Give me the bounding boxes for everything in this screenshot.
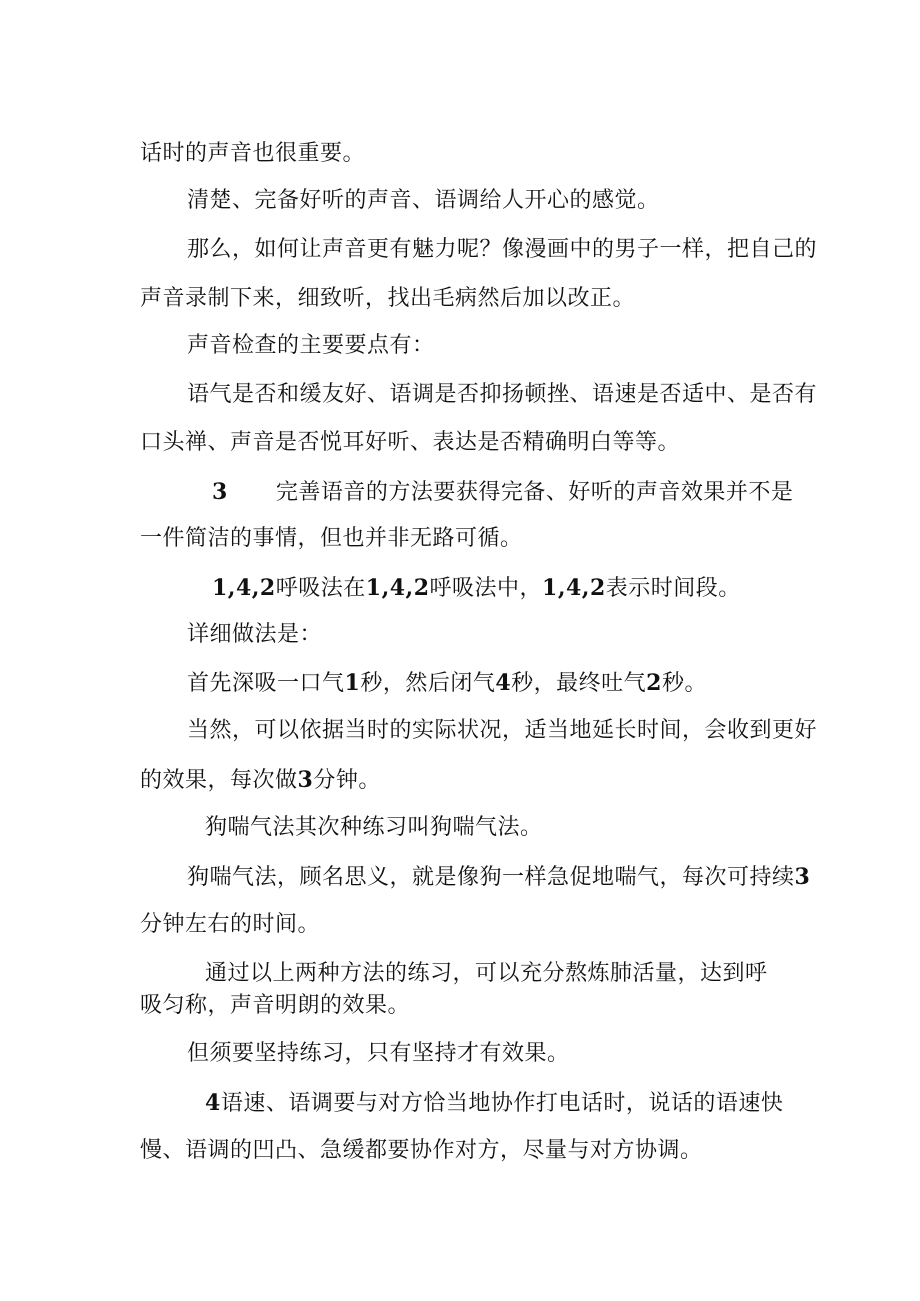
paragraph-5-line-2: 口头禅、声音是否悦耳好听、表达是否精确明白等等。 (140, 430, 681, 455)
paragraph-7: 1,4,2呼吸法在1,4,2呼吸法中，1,4,2表示时间段。 (212, 575, 741, 601)
paragraph-6-line-2: 一件简洁的事情，但也并非无路可循。 (140, 526, 523, 551)
paragraph-14: 但须要坚持练习，只有坚持才有效果。 (187, 1041, 570, 1066)
section-number: 3 (212, 479, 228, 505)
section-number: 4 (205, 1090, 221, 1116)
paragraph-15-line-1: 4语速、语调要与对方恰当地协作打电话时，说话的语速快 (205, 1090, 784, 1116)
paragraph-13-line-1: 通过以上两种方法的练习，可以充分熬炼肺活量，达到呼 (205, 961, 768, 986)
paragraph-12-line-2: 分钟左右的时间。 (140, 912, 321, 937)
paragraph-1: 话时的声音也很重要。 (140, 141, 366, 166)
paragraph-9: 首先深吸一口气1秒，然后闭气4秒，最终吐气2秒。 (187, 670, 707, 696)
paragraph-3-line-1: 那么，如何让声音更有魅力呢？像漫画中的男子一样，把自己的 (187, 237, 818, 262)
paragraph-8: 详细做法是： (187, 622, 323, 647)
paragraph-15-line-2: 慢、语调的凹凸、急缓都要协作对方，尽量与对方协调。 (140, 1138, 703, 1163)
paragraph-10-line-2: 的效果，每次做3分钟。 (140, 767, 381, 793)
paragraph-12-line-1: 狗喘气法，顾名思义，就是像狗一样急促地喘气，每次可持续3 (187, 864, 811, 890)
paragraph-13-line-2: 吸匀称，声音明朗的效果。 (140, 993, 411, 1018)
paragraph-10-line-1: 当然，可以依据当时的实际状况，适当地延长时间，会收到更好 (187, 718, 818, 743)
paragraph-6-line-1: 3 完善语音的方法要获得完备、好听的声音效果并不是 (212, 479, 794, 505)
paragraph-11: 狗喘气法其次种练习叫狗喘气法。 (205, 815, 543, 840)
paragraph-5-line-1: 语气是否和缓友好、语调是否抑扬顿挫、语速是否适中、是否有 (187, 382, 818, 407)
paragraph-2: 清楚、完备好听的声音、语调给人开心的感觉。 (187, 188, 660, 213)
paragraph-4: 声音检查的主要要点有： (187, 333, 435, 358)
paragraph-3-line-2: 声音录制下来，细致听，找出毛病然后加以改正。 (140, 286, 636, 311)
